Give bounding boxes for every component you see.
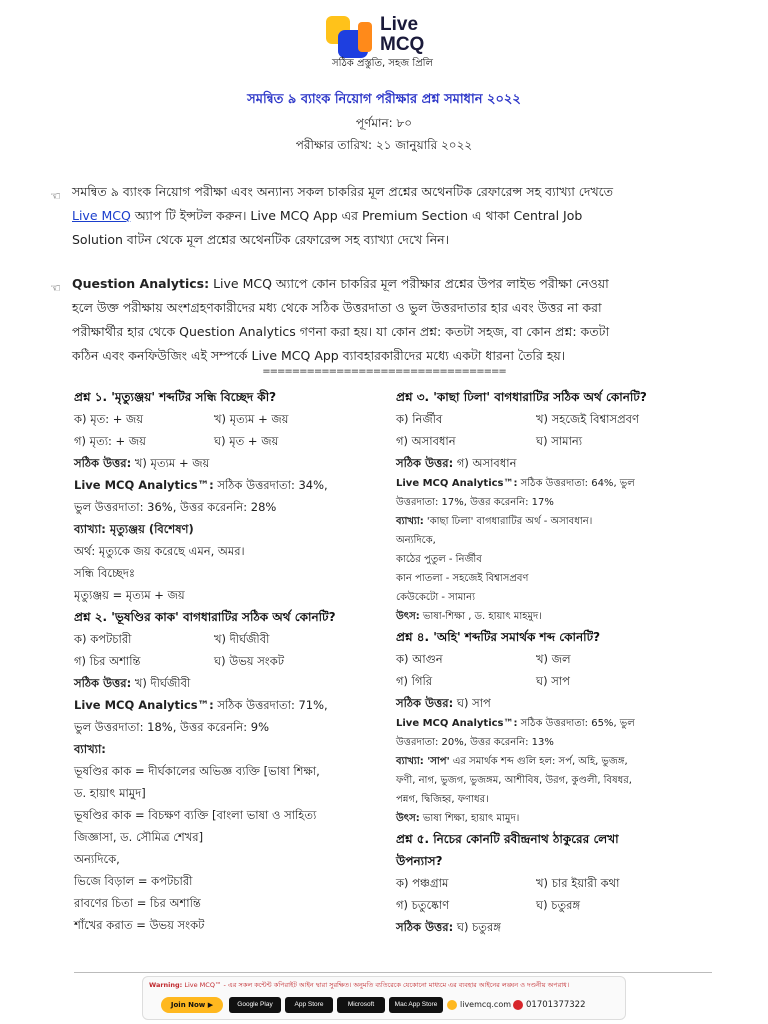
question-4-analytics-cont: উত্তরদাতা: 20%, উত্তর করেননি: 13% (396, 737, 554, 748)
question-2: প্রশ্ন ২. 'ভূষণ্ডির কাক' বাগধারাটির সঠিক অর্থ কোনটি? (74, 610, 336, 624)
question-5-cont: উপন্যাস? (396, 854, 443, 868)
question-1: প্রশ্ন ১. 'মৃত্যুঞ্জয়' শব্দটির সন্ধি বিচ্ছেদ কী? (74, 390, 277, 404)
question-4: প্রশ্ন ৪. 'অহি' শব্দটির সমার্থক শব্দ কোনটি? (396, 630, 601, 644)
logo-shape-orange (358, 22, 372, 52)
question-2-explanation-head: ব্যাখ্যা: (74, 742, 106, 756)
question-2-explanation: অন্যদিকে, (74, 852, 120, 866)
logo-text-mcq: MCQ (380, 34, 425, 55)
question-1-analytics-cont: ভুল উত্তরদাতা: 36%, উত্তর করেননি: 28% (74, 500, 277, 514)
pointing-hand-icon: ☜ (50, 189, 61, 203)
question-2-explanation: ড. হায়াৎ মামুদ] (74, 786, 146, 800)
google-play-badge[interactable]: Google Play (229, 997, 281, 1013)
logo-text-live: Live (380, 14, 419, 35)
website-link[interactable]: livemcq.com (447, 997, 511, 1013)
question-1-options-row-1: ক) মৃত: + জয় খ) মৃত্যম + জয় (74, 412, 289, 426)
install-note-line-2: Live MCQ অ্যাপ টি ইন্সটল করুন। Live MCQ App এর Premium Section এ থাকা Central Job (72, 208, 583, 223)
live-mcq-logo (324, 12, 454, 72)
footer-banner (142, 976, 626, 1020)
question-5: প্রশ্ন ৫. নিচের কোনটি রবীন্দ্রনাথ ঠাকুরের লেখা (396, 832, 619, 846)
exam-title: সমন্বিত ৯ ব্যাংক নিয়োগ পরীক্ষার প্রশ্ন সমাধান ২০২২ (247, 92, 521, 107)
question-4-explanation: ফণী, নাগ, ভুজগ, ভুজঙ্গম, আশীবিষ, উরগ, কুণ্ডলী, বিষধর, (396, 775, 632, 786)
question-1-explanation: মৃত্যুঞ্জয় = মৃত্যম + জয় (74, 588, 185, 602)
app-store-badge[interactable]: App Store (285, 997, 333, 1013)
question-2-explanation: শাঁখের করাত = উভয় সংকট (74, 918, 205, 932)
question-3-explanation: অন্যদিকে, (396, 535, 436, 546)
question-4-answer: সঠিক উত্তর: ঘ) সাপ (396, 696, 491, 710)
question-3-answer: সঠিক উত্তর: গ) অসাবধান (396, 456, 517, 470)
phone-number[interactable]: 01701377322 (513, 997, 586, 1013)
section-divider: ================================= (262, 366, 506, 377)
analytics-note-line-2: হলে উক্ত পরীক্ষায় অংশগ্রহণকারীদের মধ্য থেকে সঠিক উত্তরদাতা ও ভুল উত্তরদাতার হার এবং উত্তর না করা (72, 300, 602, 315)
question-4-options-row-2: গ) গিরি ঘ) সাপ (396, 674, 570, 688)
install-note (50, 180, 720, 252)
question-3: প্রশ্ন ৩. 'কাছা ঢিলা' বাগধারাটির সঠিক অর্থ কোনটি? (396, 390, 647, 404)
right-column (396, 386, 696, 938)
question-4-explanation: পন্নগ, দ্বিজিহ্ব, ফণাধর। (396, 794, 489, 805)
left-column (74, 386, 394, 936)
question-3-explanation: কান পাতলা - সহজেই বিশ্বাসপ্রবণ (396, 573, 529, 584)
question-2-explanation: জিজ্ঞাসা, ড. সৌমিত্র শেখর] (74, 830, 204, 844)
question-3-analytics-cont: উত্তরদাতা: 17%, উত্তর করেননি: 17% (396, 497, 554, 508)
install-note-line-3: Solution বাটন থেকে মূল প্রশ্নের অথেনটিক রেফারেন্স সহ ব্যাখ্যা দেখে নিন। (72, 232, 450, 247)
question-1-options-row-2: গ) মৃত্য: + জয় ঘ) মৃত + জয় (74, 434, 279, 448)
exam-header (0, 90, 768, 156)
question-3-options-row-2: গ) অসাবধান ঘ) সামান্য (396, 434, 583, 448)
question-5-options-row-2: গ) চতুষ্কোণ ঘ) চতুরঙ্গ (396, 898, 581, 912)
mac-app-store-badge[interactable]: Mac App Store (389, 997, 443, 1013)
question-4-source: উৎস: ভাষা শিক্ষা, হায়াৎ মামুদ। (396, 813, 520, 824)
question-3-explanation: ব্যাখ্যা: 'কাছা ঢিলা' বাগধারাটির অর্থ - অসাবধান। (396, 516, 593, 527)
question-2-options-row-2: গ) চির অশান্তি ঘ) উভয় সংকট (74, 654, 285, 668)
exam-marks: পূর্ণমান: ৮০ (355, 116, 413, 130)
question-2-options-row-1: ক) কপটচারী খ) দীর্ঘজীবী (74, 632, 270, 646)
question-1-explanation-head: ব্যাখ্যা: মৃত্যুঞ্জয় (বিশেষণ) (74, 522, 194, 536)
phone-icon (513, 1000, 523, 1010)
question-3-source: উৎস: ভাষা-শিক্ষা , ড. হায়াৎ মাহমুদ। (396, 611, 542, 622)
microsoft-store-badge[interactable]: Microsoft (337, 997, 385, 1013)
join-now-button[interactable]: Join Now ▶ (161, 997, 223, 1013)
question-2-answer: সঠিক উত্তর: খ) দীর্ঘজীবী (74, 676, 191, 690)
question-2-analytics-cont: ভুল উত্তরদাতা: 18%, উত্তর করেননি: 9% (74, 720, 269, 734)
copyright-warning: Warning: Live MCQ™ - এর সকল কন্টেন্ট কপিরাইট আইন দ্বারা সুরক্ষিত। অনুমতি ব্যতিরেকে যেকোনো মাধ্যমে এর ব্যবহার আইনের লঙ্ঘন ও দণ্ডনীয় অপরাধ। (149, 981, 570, 989)
exam-date: পরীক্ষার তারিখ: ২১ জানুয়ারি ২০২২ (295, 138, 473, 152)
question-2-explanation: ভূষণ্ডির কাক = দীর্ঘকালের অভিজ্ঞ ব্যক্তি [ভাষা শিক্ষা, (74, 764, 320, 778)
question-1-answer: সঠিক উত্তর: খ) মৃত্যম + জয় (74, 456, 210, 470)
question-1-explanation: অর্থ: মৃত্যুকে জয় করেছে এমন, অমর। (74, 544, 245, 558)
install-note-line-1: সমন্বিত ৯ ব্যাংক নিয়োগ পরীক্ষা এবং অন্যান্য সকল চাকরির মূল প্রশ্নের অথেনটিক রেফারেন্স সহ ব্যাখ্যা দেখতে (72, 184, 614, 199)
globe-icon (447, 1000, 457, 1010)
analytics-note-line-3: পরীক্ষার্থীর হার থেকে Question Analytics গণনা করা হয়। যা কোন প্রশ্ন: কতটা সহজ, বা কোন প্রশ্ন: কতটা (72, 324, 610, 339)
question-2-explanation: ভিজে বিড়াল = কপটচারী (74, 874, 193, 888)
question-3-explanation: কাঠের পুতুল - নির্জীব (396, 554, 482, 565)
question-5-options-row-1: ক) পঞ্চগ্রাম খ) চার ইয়ারী কথা (396, 876, 620, 890)
question-4-analytics: Live MCQ Analytics™: সঠিক উত্তরদাতা: 65%, ভুল (396, 718, 635, 729)
analytics-note (50, 272, 720, 368)
live-mcq-link[interactable]: Live MCQ (72, 208, 131, 223)
question-3-options-row-1: ক) নির্জীব খ) সহজেই বিশ্বাসপ্রবণ (396, 412, 640, 426)
question-3-analytics: Live MCQ Analytics™: সঠিক উত্তরদাতা: 64%, ভুল (396, 478, 635, 489)
question-5-answer: সঠিক উত্তর: ঘ) চতুরঙ্গ (396, 920, 501, 934)
question-4-options-row-1: ক) আগুন খ) জল (396, 652, 571, 666)
question-2-explanation: রাবণের চিতা = চির অশান্তি (74, 896, 201, 910)
logo-tagline: সঠিক প্রস্তুতি, সহজ প্রিলি (332, 58, 433, 69)
analytics-note-line-4: কঠিন এবং কনফিউজিং এই সম্পর্কে Live MCQ App ব্যাবহারকারীদের মধ্যে একটা ধারনা তৈরি হয়। (72, 348, 566, 363)
question-2-explanation: ভূষণ্ডির কাক = বিচক্ষণ ব্যক্তি [বাংলা ভাষা ও সাহিত্য (74, 808, 317, 822)
question-2-analytics: Live MCQ Analytics™: সঠিক উত্তরদাতা: 71%, (74, 698, 328, 712)
question-4-explanation: ব্যাখ্যা: 'সাপ' এর সমার্থক শব্দ গুলি হল: সর্প, অহি, ভুজঙ্গ, (396, 756, 628, 767)
footer-divider (74, 972, 712, 973)
question-3-explanation: কেউকেটো - সামান্য (396, 592, 476, 603)
pointing-hand-icon: ☜ (50, 281, 61, 295)
question-1-analytics: Live MCQ Analytics™: সঠিক উত্তরদাতা: 34%, (74, 478, 328, 492)
question-1-explanation: সন্ধি বিচ্ছেদঃ (74, 566, 136, 580)
analytics-note-line-1: Question Analytics: Live MCQ অ্যাপে কোন চাকরির মূল পরীক্ষার প্রশ্নের উপর লাইভ পরীক্ষা নেওয়া (72, 276, 609, 291)
